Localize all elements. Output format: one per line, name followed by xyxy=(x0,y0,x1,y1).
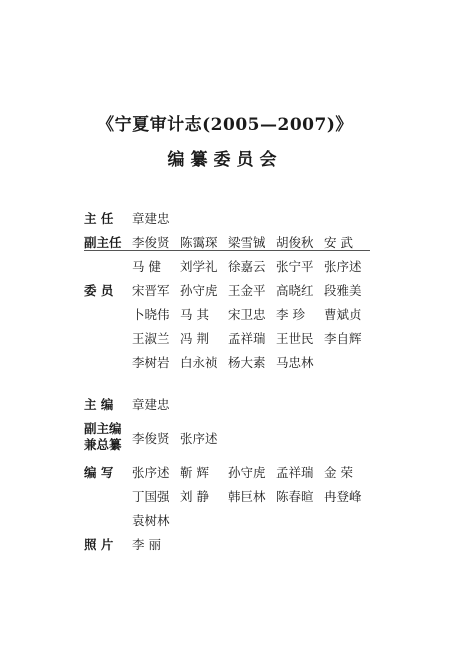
deputy-director-label: 副主任 xyxy=(84,235,122,250)
person-name: 李 珍 xyxy=(276,307,305,322)
person-name: 冉登峰 xyxy=(324,489,362,504)
photo-names xyxy=(132,533,180,557)
person-name: 马 其 xyxy=(180,307,209,322)
director-label: 主 任 xyxy=(84,211,114,226)
person-name: 刘学礼 xyxy=(180,259,218,274)
person-name: 徐嘉云 xyxy=(228,259,266,274)
person-name: 王金平 xyxy=(228,283,266,298)
person-name: 冯 荆 xyxy=(180,331,209,346)
person-name: 安 武 xyxy=(324,235,353,250)
person-name: 李树岩 xyxy=(132,355,170,370)
person-name: 陈霭琛 xyxy=(180,235,218,250)
person-name: 王世民 xyxy=(276,331,314,346)
book-title: 《宁夏审计志(2005—2007)》 xyxy=(97,115,353,135)
person-name: 李自辉 xyxy=(324,331,362,346)
deputy-editor-names xyxy=(132,427,228,451)
person-name: 张序述 xyxy=(180,431,218,446)
person-name: 金 荣 xyxy=(324,465,353,480)
writer-names xyxy=(132,461,372,485)
member-names xyxy=(132,303,372,327)
person-name: 李俊贤 xyxy=(132,235,170,250)
person-name: 孟祥瑞 xyxy=(228,331,266,346)
deputy-editor-label-line1: 副主编 xyxy=(84,421,122,436)
person-name: 刘 静 xyxy=(180,489,209,504)
person-name: 宋卫忠 xyxy=(228,307,266,322)
deputy-director-names xyxy=(132,231,372,255)
person-name: 张宁平 xyxy=(276,259,314,274)
person-name: 马 健 xyxy=(132,259,161,274)
person-name: 胡俊秋 xyxy=(276,235,314,250)
person-name: 孙守虎 xyxy=(228,465,266,480)
person-name: 靳 辉 xyxy=(180,465,209,480)
member-names xyxy=(132,327,372,351)
person-name: 丁国强 xyxy=(132,489,170,504)
person-name: 李 丽 xyxy=(132,537,161,552)
person-name: 白永祯 xyxy=(180,355,218,370)
writer-names xyxy=(132,485,372,509)
person-name: 杨大素 xyxy=(228,355,266,370)
person-name: 章建忠 xyxy=(132,397,170,412)
deputy-editor-label-line2: 兼总纂 xyxy=(84,437,122,452)
person-name: 马忠林 xyxy=(276,355,314,370)
person-name: 张序述 xyxy=(324,259,362,274)
person-name: 段雅美 xyxy=(324,283,362,298)
member-names xyxy=(132,351,324,375)
person-name: 高晓红 xyxy=(276,283,314,298)
person-name: 章建忠 xyxy=(132,211,170,226)
person-name: 陈春暄 xyxy=(276,489,314,504)
writer-names xyxy=(132,509,180,533)
writer-label: 编 写 xyxy=(84,465,114,480)
deputy-editor-label xyxy=(84,421,122,453)
underline-rule xyxy=(84,250,370,251)
person-name: 李俊贤 xyxy=(132,431,170,446)
person-name: 卜晓伟 xyxy=(132,307,170,322)
person-name: 宋晋军 xyxy=(132,283,170,298)
director-names xyxy=(132,207,180,231)
member-names xyxy=(132,279,372,303)
member-label: 委 员 xyxy=(84,283,114,298)
person-name: 王淑兰 xyxy=(132,331,170,346)
person-name: 韩巨林 xyxy=(228,489,266,504)
person-name: 梁雪铖 xyxy=(228,235,266,250)
chief-editor-label: 主 编 xyxy=(84,397,114,412)
person-name: 曹斌贞 xyxy=(324,307,362,322)
person-name: 孙守虎 xyxy=(180,283,218,298)
person-name: 张序述 xyxy=(132,465,170,480)
chief-editor-names xyxy=(132,393,180,417)
person-name: 孟祥瑞 xyxy=(276,465,314,480)
deputy-director-names xyxy=(132,255,372,279)
photo-label: 照 片 xyxy=(84,537,114,552)
person-name: 袁树林 xyxy=(132,513,170,528)
committee-title: 编纂委员会 xyxy=(167,150,283,170)
